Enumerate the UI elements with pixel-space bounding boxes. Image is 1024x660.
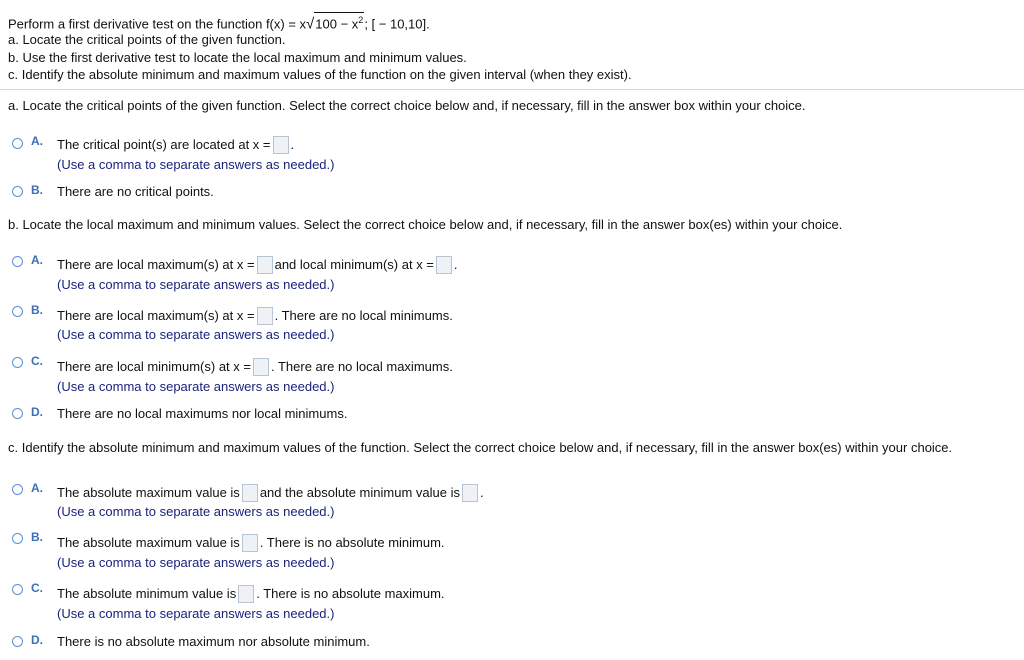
part-b-option-a-text: [57, 256, 458, 274]
answer-box-local-min[interactable]: [436, 256, 452, 274]
radicand-text: 100 − x: [315, 16, 359, 32]
option-text: There are local maximum(s) at x =: [57, 308, 255, 323]
part-c-option-a-text: [57, 484, 484, 502]
part-b-option-b-text: [57, 307, 453, 325]
radio-b-option-c[interactable]: [12, 357, 23, 368]
hint-text: (Use a comma to separate answers as needed.): [57, 504, 335, 519]
answer-box-abs-min[interactable]: [238, 585, 254, 603]
hint-text: (Use a comma to separate answers as needed.): [57, 157, 335, 172]
answer-box-local-min[interactable]: [253, 358, 269, 376]
hint-text: (Use a comma to separate answers as needed.): [57, 327, 335, 342]
part-c-option-c-text: [57, 585, 445, 603]
part-c-prompt: c. Identify the absolute minimum and maximum values of the function. Select the correct choice below and, if necessary, fill in the answer box(es) within your choice.: [8, 440, 953, 455]
task-a: a. Locate the critical points of the given function.: [8, 32, 286, 47]
option-text: There is no absolute maximum nor absolute minimum.: [57, 634, 370, 649]
answer-box-abs-max[interactable]: [242, 484, 258, 502]
part-c-option-b-text: [57, 534, 445, 552]
option-text: There are no critical points.: [57, 184, 214, 199]
option-text: There are no local maximums nor local minimums.: [57, 406, 348, 421]
option-text: and the absolute minimum value is: [259, 485, 460, 500]
radio-c-option-c[interactable]: [12, 584, 23, 595]
task-c: c. Identify the absolute minimum and maximum values of the function on the given interval (when they exist).: [8, 67, 632, 82]
radio-b-option-b[interactable]: [12, 306, 23, 317]
option-text: The absolute minimum value is: [57, 586, 237, 601]
option-text: There are local minimum(s) at x =: [57, 359, 251, 374]
option-letter: B.: [31, 303, 43, 317]
answer-box-abs-min[interactable]: [462, 484, 478, 502]
sqrt-expression: [306, 12, 364, 32]
radio-c-option-d[interactable]: [12, 636, 23, 647]
hint-text: (Use a comma to separate answers as needed.): [57, 277, 335, 292]
question-interval: ; [ − 10,10].: [364, 16, 430, 32]
radio-a-option-a[interactable]: [12, 138, 23, 149]
radio-c-option-a[interactable]: [12, 484, 23, 495]
option-letter: C.: [31, 581, 43, 595]
part-b-option-c-text: [57, 358, 453, 376]
radio-a-option-b[interactable]: [12, 186, 23, 197]
option-text: There are local maximum(s) at x =: [57, 257, 255, 272]
option-text: and local minimum(s) at x =: [274, 257, 434, 272]
question-function-line: [8, 12, 430, 32]
task-b: b. Use the first derivative test to locate the local maximum and minimum values.: [8, 50, 467, 65]
option-text: .: [453, 257, 458, 272]
option-text: .: [290, 137, 295, 152]
option-letter: D.: [31, 633, 43, 647]
option-text: The absolute maximum value is: [57, 485, 240, 500]
exponent: 2: [358, 15, 364, 25]
part-a-prompt: a. Locate the critical points of the given function. Select the correct choice below and, if necessary, fill in the answer box within your choice.: [8, 98, 806, 113]
answer-box-critical-points[interactable]: [273, 136, 289, 154]
divider: [0, 89, 1024, 90]
hint-text: (Use a comma to separate answers as needed.): [57, 606, 335, 621]
hint-text: (Use a comma to separate answers as needed.): [57, 555, 335, 570]
option-text: . There is no absolute maximum.: [256, 586, 445, 601]
question-prefix: Perform a first derivative test on the function f(x) = x: [8, 16, 307, 32]
option-text: .: [479, 485, 484, 500]
option-text: The absolute maximum value is: [57, 535, 240, 550]
radio-b-option-d[interactable]: [12, 408, 23, 419]
option-letter: A.: [31, 134, 43, 148]
radicand: [314, 12, 364, 31]
option-text: The critical point(s) are located at x =: [57, 137, 271, 152]
option-letter: B.: [31, 183, 43, 197]
answer-box-local-max[interactable]: [257, 307, 273, 325]
answer-box-local-max[interactable]: [257, 256, 273, 274]
radio-b-option-a[interactable]: [12, 256, 23, 267]
radio-c-option-b[interactable]: [12, 533, 23, 544]
option-text: . There is no absolute minimum.: [259, 535, 445, 550]
part-b-prompt: b. Locate the local maximum and minimum values. Select the correct choice below and, if necessary, fill in the answer box(es) within your choice.: [8, 217, 843, 232]
answer-box-abs-max[interactable]: [242, 534, 258, 552]
hint-text: (Use a comma to separate answers as needed.): [57, 379, 335, 394]
radical-sign: √: [306, 15, 315, 33]
option-letter: A.: [31, 253, 43, 267]
option-text: . There are no local minimums.: [274, 308, 453, 323]
option-letter: D.: [31, 405, 43, 419]
part-a-option-a-text: [57, 136, 294, 154]
option-letter: A.: [31, 481, 43, 495]
option-letter: C.: [31, 354, 43, 368]
option-letter: B.: [31, 530, 43, 544]
option-text: . There are no local maximums.: [270, 359, 453, 374]
